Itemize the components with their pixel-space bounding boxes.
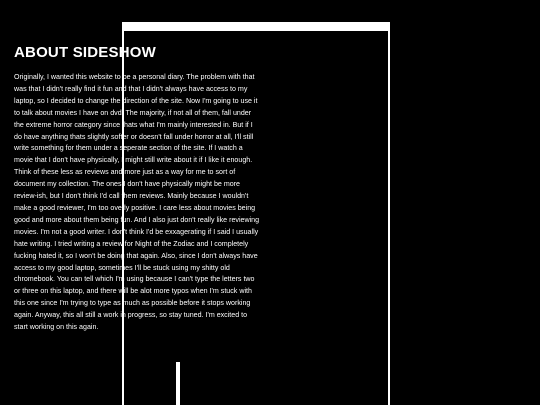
panel-top-bar [124, 22, 388, 31]
article-line: review-ish, but I don't think I'd call them reviews. Mainly because I wouldn't [14, 192, 249, 201]
article-line: laptop, so I decided to change the direction of the site. Now I'm going to use it [14, 96, 258, 105]
article-line: was that I didn't really find it fun and that I didn't always have access to my [14, 84, 248, 93]
article-line: hate writing. I tried writing a review for Night of the Zodiac and I completely [14, 239, 249, 248]
article-line: chromebook. You can tell which I'm using because I can't type the letters two [14, 275, 255, 284]
article-line: movies. I'm not a good writer. I don't think I'd be exxagerating if I said I usually [14, 227, 259, 236]
article-line: Think of these less as reviews and more just as a way for me to sort of [14, 168, 236, 177]
article-body [14, 72, 276, 334]
article-line: make a good reviewer, I'm too overly positive. I care less about movies being [14, 203, 256, 212]
article-line: good and more about them being fun. And I also just don't really like reviewing [14, 215, 260, 224]
article-line: document my collection. The ones I don't have physically might be more [14, 180, 240, 189]
article-line: fucking hated it, so I won't be doing that again. Also, since I don't always have [14, 251, 258, 260]
article-line: do have anything thats slightly softer or doesn't fall under horror at all, I'll still [14, 132, 254, 141]
article-line: the extreme horror category since thats what I'm mainly interested in. But if I [14, 120, 253, 129]
page-title: ABOUT SIDESHOW [14, 44, 156, 61]
article-line: movie that I don't have physically, I might still write about it if I like it enough. [14, 156, 253, 165]
decorative-bar [176, 362, 180, 405]
article-line: start working on this again. [14, 323, 99, 332]
article-line: access to my good laptop, sometimes I'll be stuck using my shitty old [14, 263, 230, 272]
article-line: this one since I'm trying to type as much as possible before it stops working [14, 299, 251, 308]
article-line: Originally, I wanted this website to be a personal diary. The problem with that [14, 73, 255, 81]
article-line: or three on this laptop, and there will be alot more typos when I'm stuck with [14, 287, 252, 296]
article-line: write something for them under a seperate section of the site. If I watch a [14, 144, 243, 153]
article-line: to talk about movies I have on dvd. The majority, if not all of them, fall under [14, 108, 252, 117]
article-line: again. Anyway, this all still a work in progress, so stay tuned. I'm excited to [14, 311, 248, 320]
